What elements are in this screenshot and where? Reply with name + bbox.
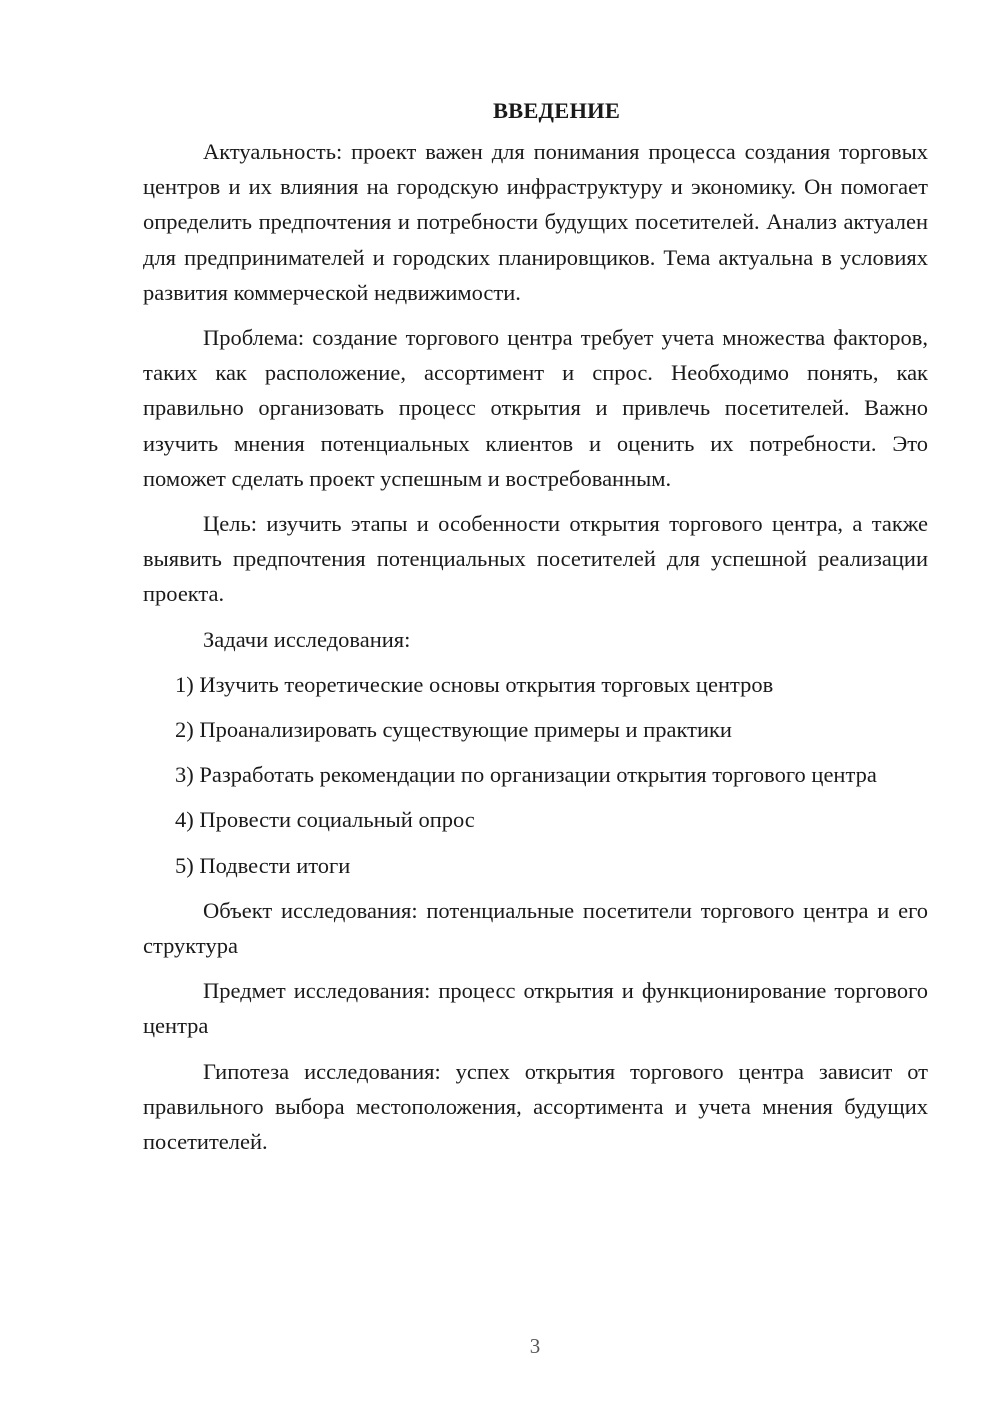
problem-paragraph: Проблема: создание торгового центра требует учета множества факторов, таких как расположение, ассортимент и спрос. Необходимо понять, как правильно организовать процесс открытия и привлечь посетителей. Важно изучить мнения потенциальных клиентов и оценить их потребности. Это поможет сделать проект успешным и востребованным. [143,325,928,491]
task-item-5: 5) Подвести итоги [175,852,351,878]
tasks-heading: Задачи исследования: [203,626,411,652]
section-heading: ВВЕДЕНИЕ [492,98,621,123]
page-content [143,96,928,1169]
task-item-4: 4) Провести социальный опрос [175,807,475,833]
page-number: 3 [529,1334,541,1358]
task-item-2: 2) Проанализировать существующие примеры и практики [175,717,732,743]
object-paragraph: Объект исследования: потенциальные посетители торгового центра и его структура [143,897,928,959]
task-item-3: 3) Разработать рекомендации по организации открытия торгового центра [175,762,877,788]
task-item-1: 1) Изучить теоретические основы открытия торговых центров [175,671,774,697]
hypothesis-paragraph: Гипотеза исследования: успех открытия торгового центра зависит от правильного выбора местоположения, ассортимента и учета мнения будущих посетителей. [143,1058,928,1155]
subject-paragraph: Предмет исследования: процесс открытия и функционирование торгового центра [143,978,928,1039]
goal-paragraph: Цель: изучить этапы и особенности открытия торгового центра, а также выявить предпочтения потенциальных посетителей для успешной реализации проекта. [143,511,928,607]
relevance-paragraph: Актуальность: проект важен для понимания процесса создания торговых центров и их влияния на городскую инфраструктуру и экономику. Он помогает определить предпочтения и потребности будущих посетителей. Анализ актуален для предпринимателей и городских планировщиков. Тема актуальна в условиях развития коммерческой недвижимости. [143,139,928,305]
